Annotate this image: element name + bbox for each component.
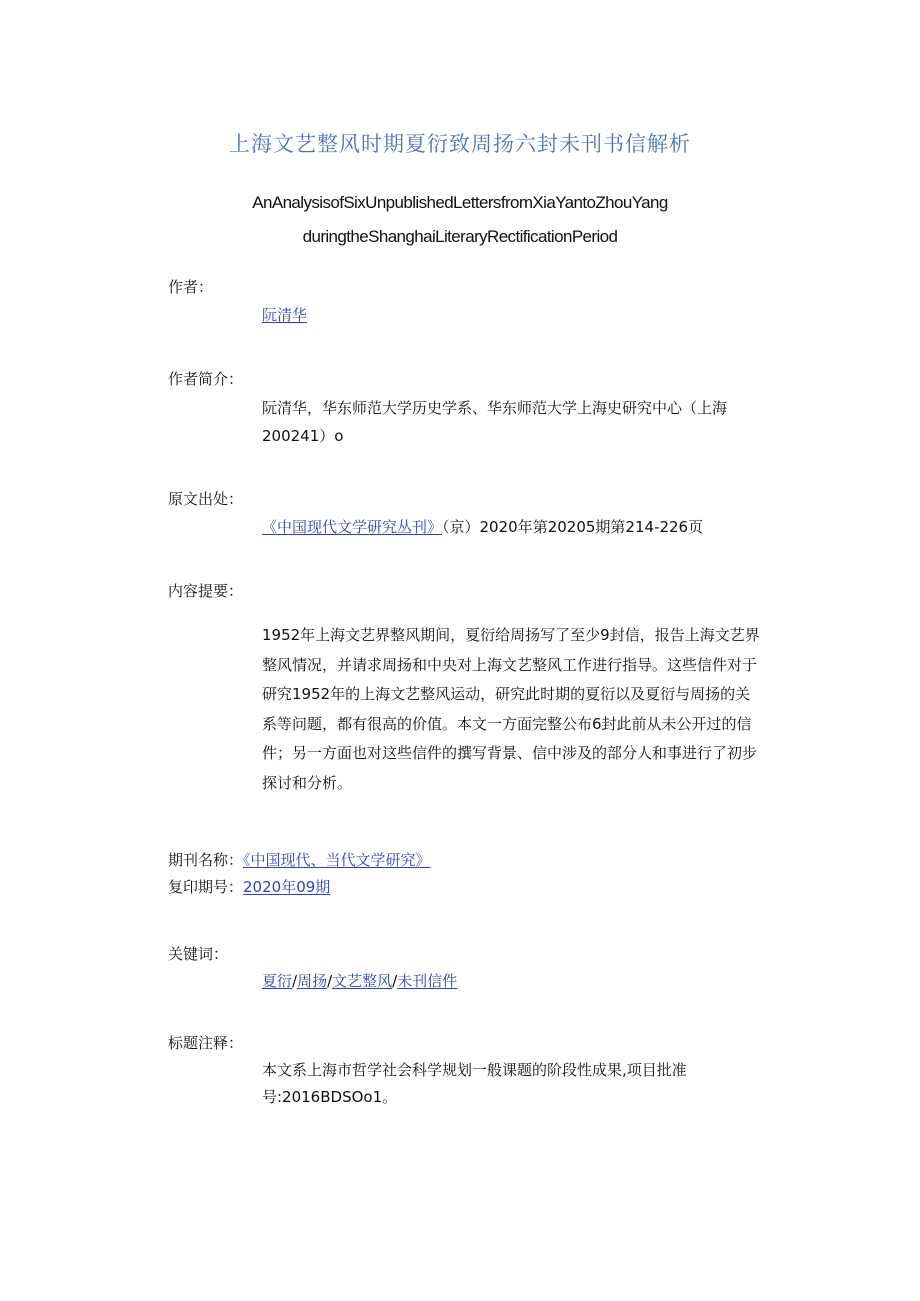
reprint-issue-label: 复印期号： (168, 878, 244, 896)
english-title-line-1: AnAnalysisofSixUnpublishedLettersfromXiaYantoZhouYang (252, 193, 668, 212)
keywords-label: 关键词： (168, 945, 229, 963)
keyword-separator: / (327, 972, 333, 990)
keyword-link[interactable]: 周扬 (297, 972, 328, 990)
abstract-text: 1952年上海文艺界整风期间，夏衍给周扬写了至少9封信，报告上海文艺界整风情况，并请求周扬和中央对上海文艺整风工作进行指导。这些信件对于研究1952年的上海文艺整风运动，研究此时期的夏衍以及夏衍与周扬的关系等问题，都有很高的价值。本文一方面完整公布6封此前从未公开过的信件；另一方面也对这些信件的撰写背景、信中涉及的部分人和事进行了初步探讨和分析。 (262, 626, 760, 792)
english-title-line-2: duringtheShanghaiLiteraryRectificationPeriod (302, 227, 618, 246)
reprint-issue-row (168, 876, 330, 897)
author-label: 作者： (168, 278, 214, 296)
keywords-list (262, 970, 457, 991)
journal-name-label: 期刊名称： (168, 851, 244, 869)
abstract-label: 内容提要： (168, 582, 244, 600)
keyword-link[interactable]: 夏衍 (262, 972, 293, 990)
keyword-link[interactable]: 未刊信件 (397, 972, 458, 990)
source-journal-link[interactable]: 《中国现代文学研究丛刊》 (262, 518, 443, 536)
journal-name-link[interactable]: 《中国现代、当代文学研究》 (243, 851, 431, 869)
author-intro-label: 作者简介： (168, 370, 244, 388)
source-value (262, 516, 703, 537)
keyword-link[interactable]: 文艺整风 (332, 972, 393, 990)
article-title: 上海文艺整风时期夏衍致周扬六封未刊书信解析 (229, 132, 691, 156)
keyword-separator: / (392, 972, 398, 990)
source-detail: （京）2020年第20205期第214-226页 (442, 518, 704, 536)
keyword-separator: / (292, 972, 298, 990)
author-link[interactable]: 阮清华 (262, 306, 308, 324)
source-label: 原文出处： (168, 490, 244, 508)
title-note-label: 标题注释： (168, 1034, 244, 1052)
author-intro-line-1: 阮清华，华东师范大学历史学系、华东师范大学上海史研究中心（上海 (262, 399, 728, 417)
title-note-line-2: 号:2016BDSOo1。 (262, 1088, 398, 1106)
journal-name-row (168, 849, 431, 870)
reprint-issue-link[interactable]: 2020年09期 (243, 878, 331, 896)
author-intro-line-2: 200241）o (262, 427, 344, 445)
title-note-line-1: 本文系上海市哲学社会科学规划一般课题的阶段性成果,项目批准 (262, 1061, 687, 1079)
